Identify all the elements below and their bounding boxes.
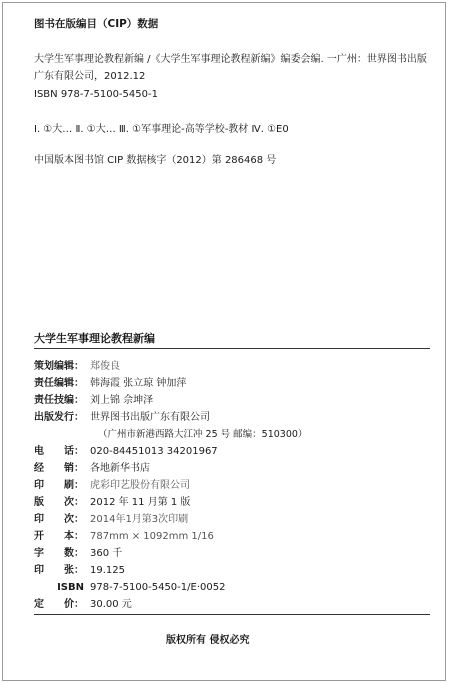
detail-label-b: 销： bbox=[64, 463, 84, 474]
detail-label-b: 价： bbox=[64, 599, 84, 610]
detail-value: 020-84451013 34201967 bbox=[90, 446, 218, 457]
detail-label-a: 印 bbox=[34, 514, 44, 525]
detail-label-b: 数： bbox=[64, 548, 84, 559]
detail-row bbox=[34, 443, 434, 460]
detail-value: 2012 年 11 月第 1 版 bbox=[90, 497, 191, 508]
publisher-address: （广州市新港西路大江冲 25 号 邮编：510300） bbox=[98, 429, 308, 440]
credit-row bbox=[34, 392, 434, 409]
divider-top bbox=[34, 348, 430, 349]
detail-value: 978-7-5100-5450-1/E·0052 bbox=[90, 582, 226, 593]
detail-row bbox=[34, 477, 434, 494]
detail-row bbox=[34, 460, 434, 477]
detail-value: 2014年1月第3次印刷 bbox=[90, 514, 189, 525]
detail-label-b: ISBN bbox=[57, 582, 84, 593]
cip-classification: Ⅰ. ①大… Ⅱ. ①大… Ⅲ. ①军事理论-高等学校-教材 Ⅳ. ①E0 bbox=[34, 124, 289, 135]
credit-value: 郑俊良 bbox=[90, 361, 120, 372]
detail-label-a: 印 bbox=[34, 480, 44, 491]
detail-label-a: 定 bbox=[34, 599, 44, 610]
detail-row bbox=[34, 579, 434, 596]
detail-label-b: 话： bbox=[64, 446, 84, 457]
detail-label-b: 次： bbox=[64, 497, 84, 508]
detail-label-a: 印 bbox=[34, 565, 44, 576]
detail-value: 30.00 元 bbox=[90, 599, 132, 610]
credit-row bbox=[34, 409, 434, 426]
credit-value: 韩海霞 张立琼 钟加萍 bbox=[90, 378, 187, 389]
detail-value: 虎彩印艺股份有限公司 bbox=[90, 480, 190, 491]
credits-block bbox=[34, 358, 434, 613]
credit-label: 策划编辑： bbox=[34, 361, 84, 372]
credit-value: 世界图书出版广东有限公司 bbox=[90, 412, 210, 423]
credit-label: 出版发行： bbox=[34, 412, 84, 423]
credit-value: 刘上锦 佘坤泽 bbox=[90, 395, 154, 406]
credit-row bbox=[34, 358, 434, 375]
divider-bottom bbox=[34, 614, 430, 615]
address-row bbox=[34, 426, 434, 443]
detail-row bbox=[34, 596, 434, 613]
detail-row bbox=[34, 494, 434, 511]
detail-label-a: 字 bbox=[34, 548, 44, 559]
detail-label-a: 版 bbox=[34, 497, 44, 508]
book-title: 大学生军事理论教程新编 bbox=[34, 332, 155, 345]
detail-label-a: 经 bbox=[34, 463, 44, 474]
detail-value: 19.125 bbox=[90, 565, 125, 576]
cip-isbn: ISBN 978-7-5100-5450-1 bbox=[34, 89, 158, 100]
detail-label-b: 次： bbox=[64, 514, 84, 525]
detail-value: 787mm × 1092mm 1/16 bbox=[90, 531, 214, 542]
detail-value: 360 千 bbox=[90, 548, 123, 559]
cip-data-number: 中国版本图书馆 CIP 数据核字（2012）第 286468 号 bbox=[34, 155, 277, 166]
detail-row bbox=[34, 562, 434, 579]
detail-row bbox=[34, 545, 434, 562]
detail-row bbox=[34, 511, 434, 528]
cip-header: 图书在版编目（CIP）数据 bbox=[34, 18, 159, 30]
detail-label-a: 开 bbox=[34, 531, 44, 542]
cip-entry: 大学生军事理论教程新编 /《大学生军事理论教程新编》编委会编. 一广州：世界图书出版广东有限公司，2012.12 bbox=[34, 54, 427, 82]
credit-row bbox=[34, 375, 434, 392]
detail-label-b: 本： bbox=[64, 531, 84, 542]
detail-row bbox=[34, 528, 434, 545]
detail-label-a: 电 bbox=[34, 446, 44, 457]
detail-label-b: 刷： bbox=[64, 480, 84, 491]
detail-label-b: 张： bbox=[64, 565, 84, 576]
detail-value: 各地新华书店 bbox=[90, 463, 150, 474]
credit-label: 责任编辑： bbox=[34, 378, 84, 389]
copyright-notice: 版权所有 侵权必究 bbox=[166, 635, 250, 646]
credit-label: 责任技编： bbox=[34, 395, 84, 406]
